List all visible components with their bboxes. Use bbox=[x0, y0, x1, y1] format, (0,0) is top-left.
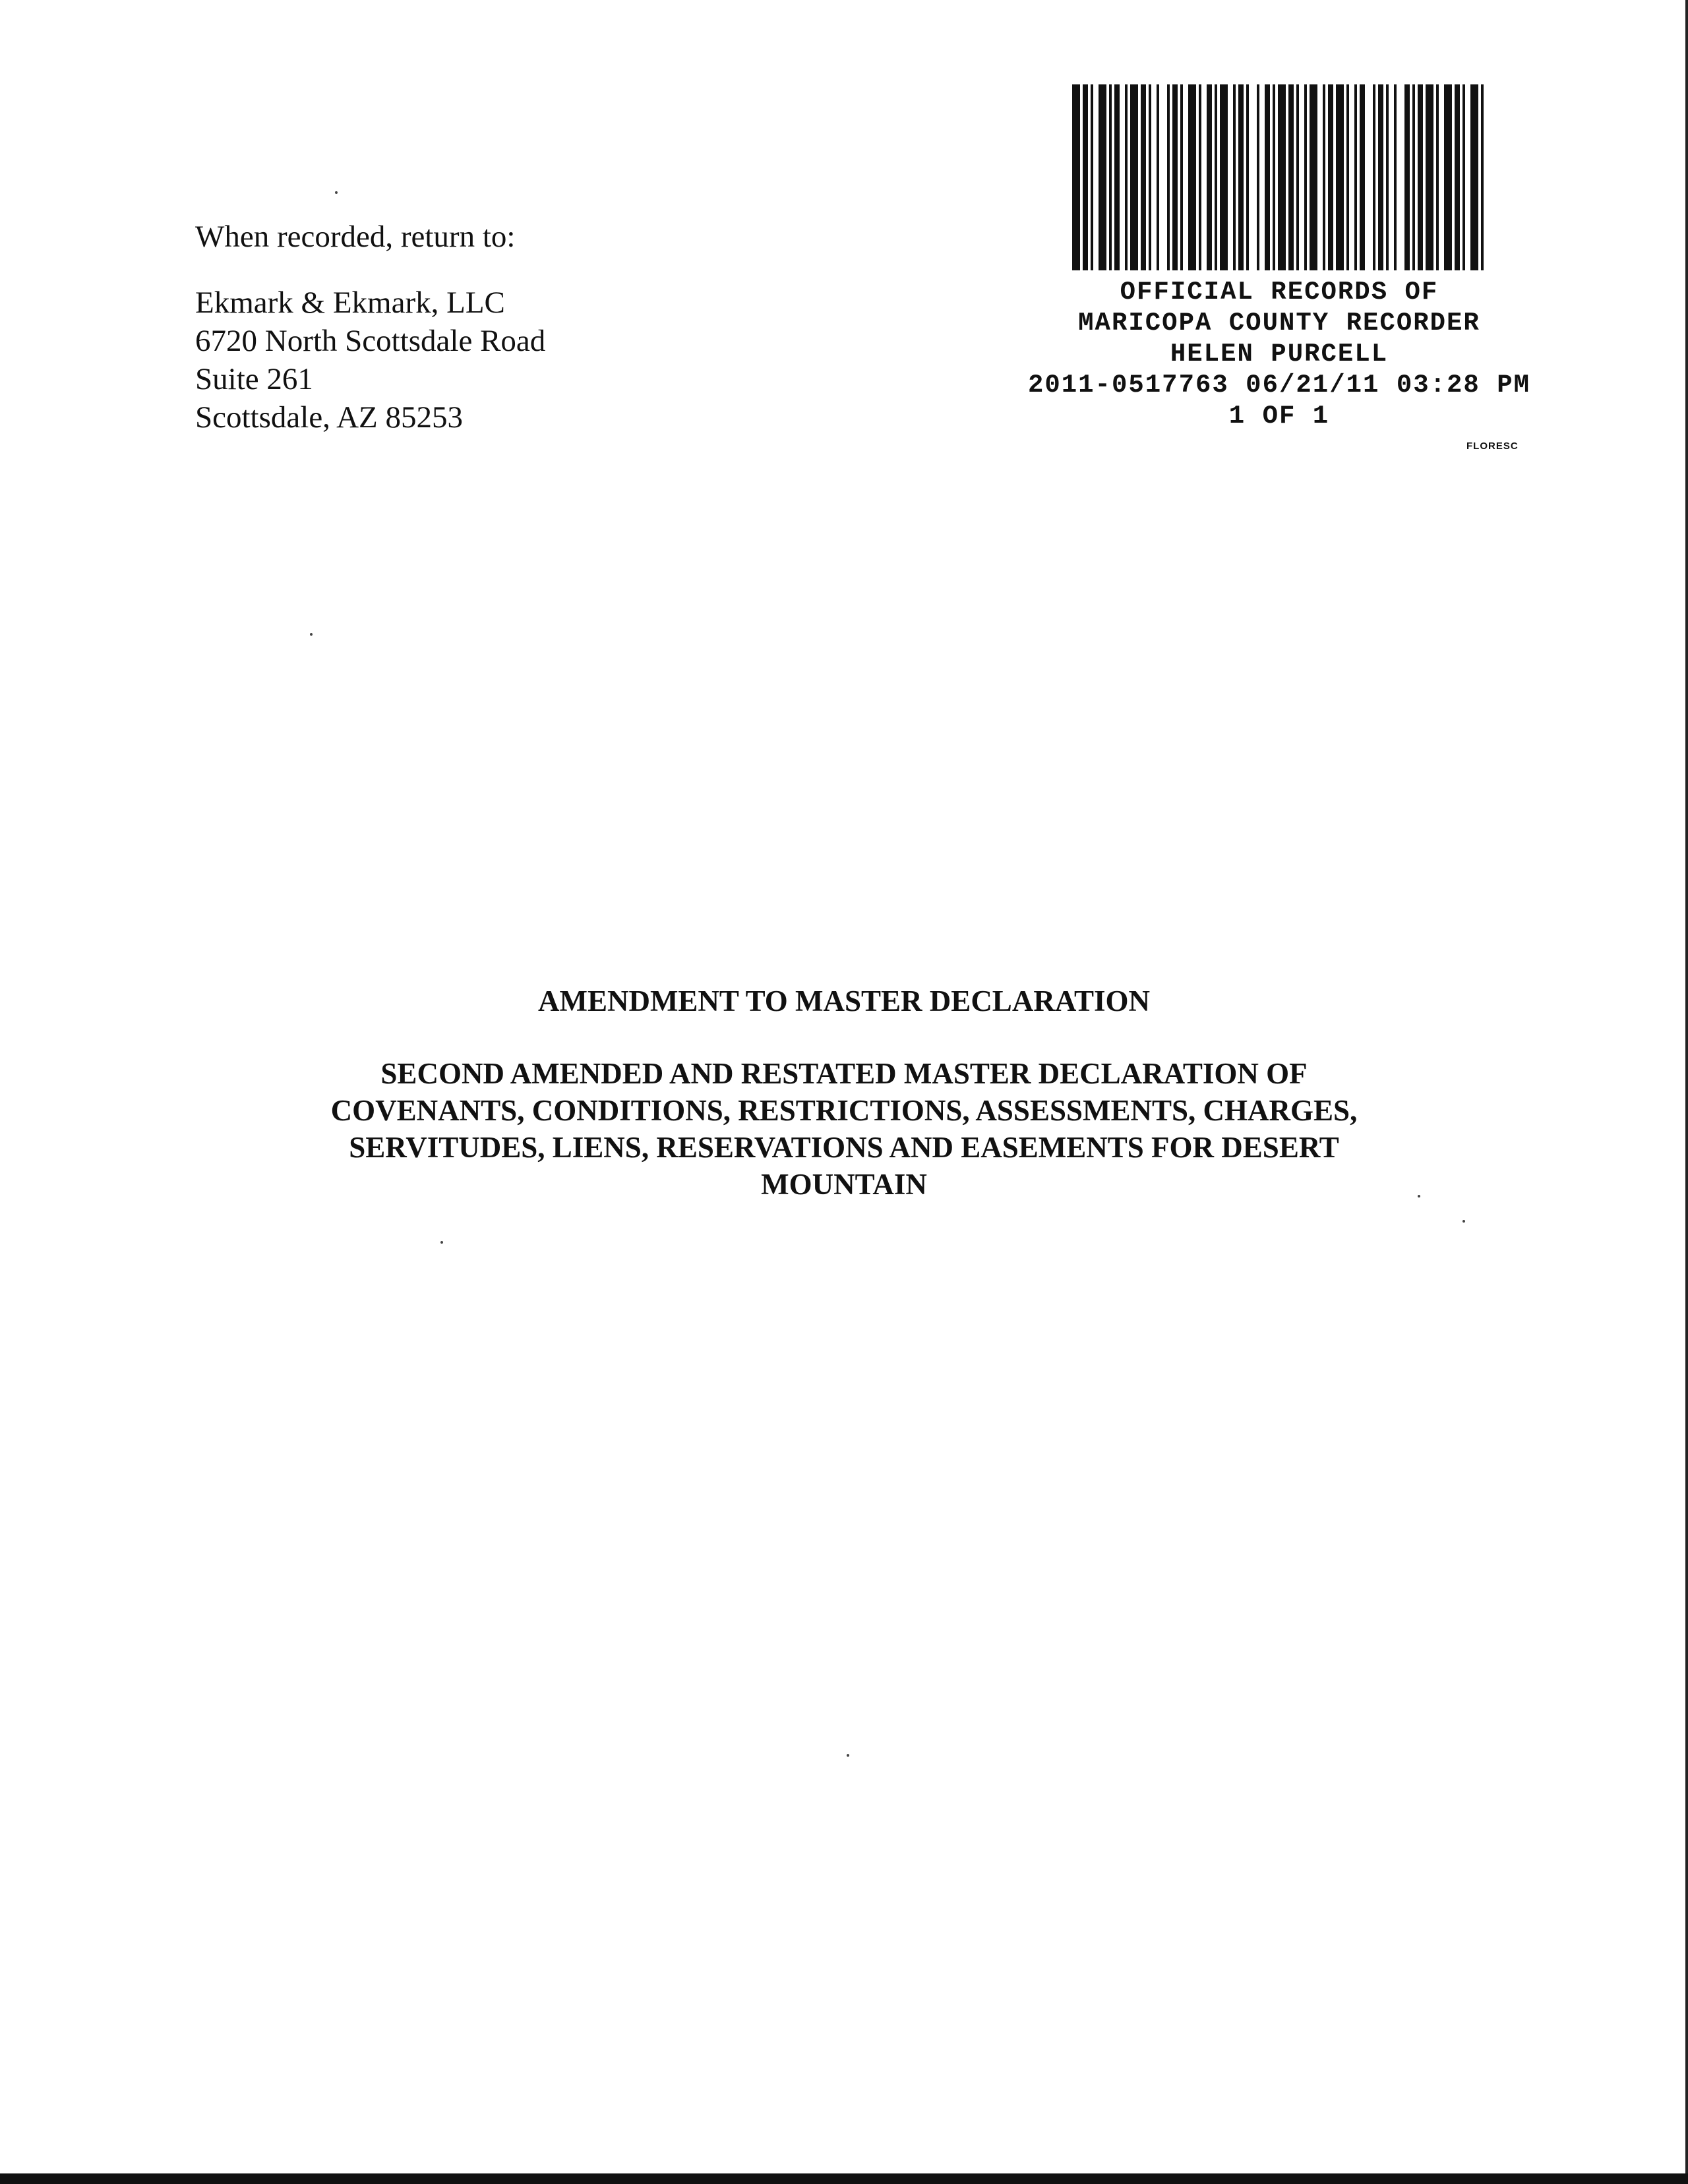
return-address-line: Suite 261 bbox=[195, 362, 313, 396]
barcode-bar bbox=[1394, 84, 1397, 270]
scan-speck bbox=[1418, 1195, 1420, 1198]
barcode-bar bbox=[1157, 84, 1159, 270]
stamp-recording-number: 2011-0517763 06/21/11 03:28 PM bbox=[1027, 371, 1531, 400]
barcode-bar bbox=[1426, 84, 1433, 270]
barcode-bar bbox=[1323, 84, 1325, 270]
barcode-bar bbox=[1220, 84, 1228, 270]
subtitle-line: COVENANTS, CONDITIONS, RESTRICTIONS, ASSESSMENTS, CHARGES, bbox=[330, 1094, 1358, 1127]
barcode-bar bbox=[1404, 84, 1410, 270]
barcode-bar bbox=[1257, 84, 1259, 270]
barcode-bar bbox=[1114, 84, 1120, 270]
barcode-bar bbox=[1354, 84, 1357, 270]
barcode-bar bbox=[1180, 84, 1183, 270]
scan-speck bbox=[847, 1754, 849, 1757]
barcode-bar bbox=[1172, 84, 1178, 270]
barcode-bar bbox=[1412, 84, 1415, 270]
barcode-bar bbox=[1328, 84, 1333, 270]
barcode-image bbox=[1070, 84, 1489, 270]
barcode-bar bbox=[1125, 84, 1128, 270]
stamp-line: HELEN PURCELL bbox=[1170, 340, 1389, 369]
barcode-bar bbox=[1149, 84, 1151, 270]
barcode-bar bbox=[1310, 84, 1317, 270]
barcode-bar bbox=[1455, 84, 1460, 270]
recorder-stamp bbox=[989, 277, 1569, 432]
barcode-bar bbox=[1278, 84, 1286, 270]
barcode-bar bbox=[1288, 84, 1294, 270]
barcode-bar bbox=[1336, 84, 1344, 270]
stamp-line: OFFICIAL RECORDS OF bbox=[1120, 278, 1439, 307]
subtitle-line: SERVITUDES, LIENS, RESERVATIONS AND EASEMENTS FOR DESERT bbox=[349, 1131, 1339, 1164]
barcode-bar bbox=[1109, 84, 1112, 270]
subtitle-line: MOUNTAIN bbox=[761, 1168, 927, 1201]
barcode-bar bbox=[1418, 84, 1423, 270]
barcode-bar bbox=[1188, 84, 1196, 270]
barcode-bar bbox=[1436, 84, 1439, 270]
barcode-bar bbox=[1130, 84, 1138, 270]
stamp-page-count: 1 OF 1 bbox=[1228, 402, 1330, 431]
return-address-line: Scottsdale, AZ 85253 bbox=[195, 400, 463, 435]
document-subtitle bbox=[0, 1055, 1688, 1203]
barcode-bar bbox=[1246, 84, 1249, 270]
barcode-bar bbox=[1481, 84, 1484, 270]
scan-edge-bottom bbox=[0, 2173, 1688, 2184]
scan-speck bbox=[440, 1241, 443, 1244]
scan-speck bbox=[310, 633, 313, 636]
barcode-bar bbox=[1304, 84, 1307, 270]
subtitle-line: SECOND AMENDED AND RESTATED MASTER DECLARATION OF bbox=[380, 1057, 1308, 1090]
barcode-bar bbox=[1360, 84, 1365, 270]
recorder-barcode bbox=[1070, 84, 1489, 270]
barcode-bar bbox=[1072, 84, 1080, 270]
barcode-bar bbox=[1265, 84, 1270, 270]
return-heading: When recorded, return to: bbox=[195, 220, 516, 254]
scan-speck bbox=[1462, 1220, 1465, 1223]
barcode-bar bbox=[1207, 84, 1212, 270]
barcode-bar bbox=[1215, 84, 1217, 270]
barcode-bar bbox=[1083, 84, 1088, 270]
clerk-code: FLORESC bbox=[1466, 440, 1519, 452]
return-address-line: 6720 North Scottsdale Road bbox=[195, 324, 546, 358]
barcode-bar bbox=[1386, 84, 1389, 270]
barcode-bar bbox=[1141, 84, 1146, 270]
barcode-bar bbox=[1470, 84, 1478, 270]
return-address-line: Ekmark & Ekmark, LLC bbox=[195, 286, 505, 320]
barcode-bar bbox=[1462, 84, 1465, 270]
barcode-bar bbox=[1099, 84, 1106, 270]
barcode-bar bbox=[1233, 84, 1236, 270]
barcode-bar bbox=[1346, 84, 1349, 270]
document-title: AMENDMENT TO MASTER DECLARATION bbox=[537, 985, 1151, 1017]
return-address-block bbox=[195, 218, 545, 437]
scan-edge-right bbox=[1685, 0, 1688, 2184]
barcode-bar bbox=[1091, 84, 1093, 270]
barcode-bar bbox=[1167, 84, 1170, 270]
barcode-bar bbox=[1199, 84, 1201, 270]
barcode-bar bbox=[1238, 84, 1244, 270]
scan-speck bbox=[335, 191, 338, 194]
barcode-bar bbox=[1373, 84, 1375, 270]
barcode-bar bbox=[1378, 84, 1383, 270]
barcode-bar bbox=[1296, 84, 1299, 270]
barcode-bar bbox=[1444, 84, 1452, 270]
barcode-bar bbox=[1273, 84, 1275, 270]
stamp-line: MARICOPA COUNTY RECORDER bbox=[1078, 309, 1480, 338]
